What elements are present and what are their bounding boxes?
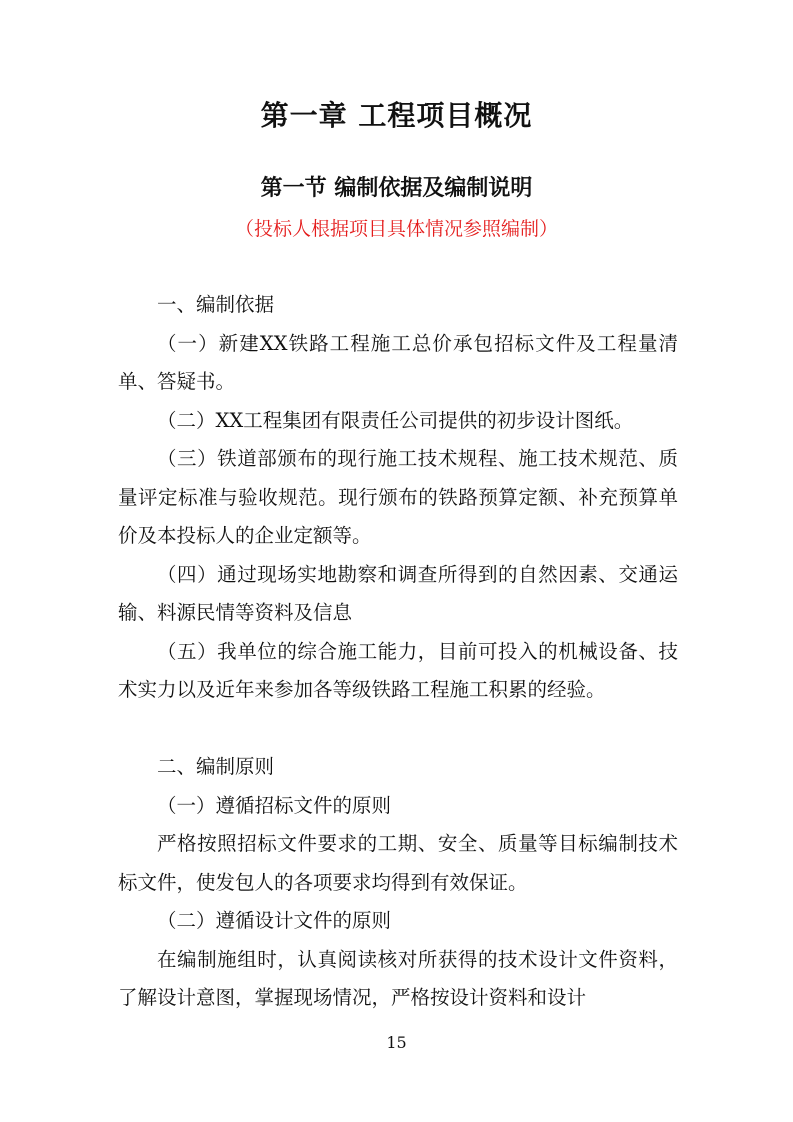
section-title: 第一节 编制依据及编制说明 <box>260 176 533 201</box>
basis-item-5: （五）我单位的综合施工能力，目前可投入的机械设备、技术实力以及近年来参加各等级铁路工程施工积累的经验。 <box>118 639 678 701</box>
basis-item-2: （二）XX工程集团有限责任公司提供的初步设计图纸。 <box>157 408 634 432</box>
paragraph-gap <box>118 710 678 749</box>
principle-1-text: 严格按照招标文件要求的工期、安全、质量等目标编制技术标文件，使发包人的各项要求均得到有效保证。 <box>118 832 678 894</box>
principle-1-heading: （一）遵循招标文件的原则 <box>157 793 392 817</box>
basis-item-3: （三）铁道部颁布的现行施工技术规程、施工技术规范、质量评定标准与验收规范。现行颁布的铁路预算定额、补充预算单价及本投标人的企业定额等。 <box>118 447 678 547</box>
page-number: 15 <box>386 1033 407 1052</box>
basis-item-1: （一）新建XX铁路工程施工总价承包招标文件及工程量清单、答疑书。 <box>118 331 678 393</box>
document-body <box>118 286 678 1018</box>
part1-heading: 一、编制依据 <box>157 293 275 316</box>
principle-2-text: 在编制施组时，认真阅读核对所获得的技术设计文件资料，了解设计意图，掌握现场情况，严格按设计资料和设计 <box>118 947 678 1009</box>
chapter-title: 第一章 工程项目概况 <box>260 99 533 132</box>
principle-2-heading: （二）遵循设计文件的原则 <box>157 909 392 932</box>
basis-item-4: （四）通过现场实地勘察和调查所得到的自然因素、交通运输、料源民情等资料及信息 <box>118 562 678 624</box>
section-note: （投标人根据项目具体情况参照编制） <box>234 218 558 240</box>
part2-heading: 二、编制原则 <box>157 755 275 778</box>
